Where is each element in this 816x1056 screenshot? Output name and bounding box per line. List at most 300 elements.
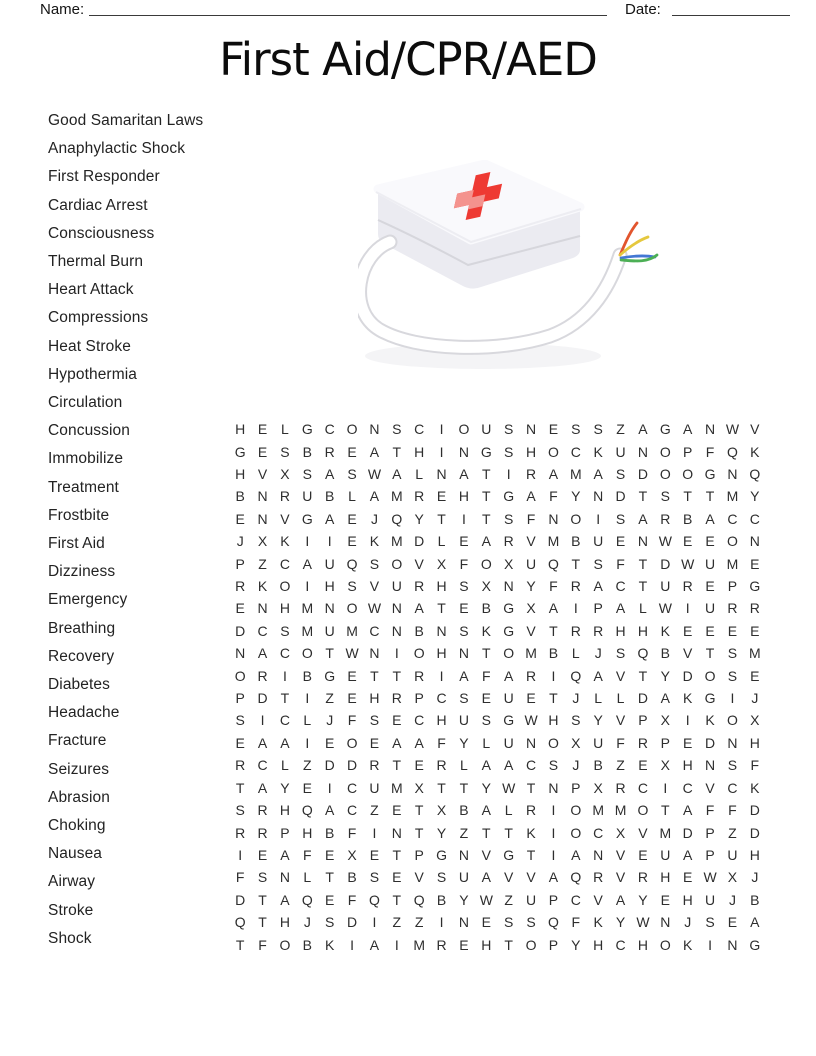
grid-letter: E (481, 914, 491, 931)
grid-letter: T (482, 488, 491, 505)
grid-letter: I (663, 779, 668, 796)
grid-letter: R (369, 757, 380, 774)
grid-letter: A (369, 936, 380, 953)
grid-letter: A (280, 846, 290, 863)
grid-letter: N (324, 600, 335, 617)
grid-letter: Z (728, 824, 737, 841)
word-list-item: Good Samaritan Laws (48, 112, 204, 129)
grid-letter: I (439, 421, 444, 438)
grid-letter: A (369, 443, 380, 460)
grid-letter: T (258, 891, 267, 908)
grid-letter: E (727, 914, 738, 931)
grid-letter: N (391, 824, 402, 841)
grid-letter: D (235, 622, 246, 639)
grid-letter: X (615, 824, 626, 841)
grid-letter: D (257, 690, 268, 707)
grid-letter: P (571, 779, 581, 796)
grid-letter: L (281, 757, 289, 774)
grid-letter: O (659, 443, 671, 460)
grid-letter: O (547, 734, 559, 751)
grid-letter: O (637, 802, 649, 819)
grid-letter: H (302, 824, 313, 841)
grid-letter: M (592, 802, 605, 819)
grid-letter: B (683, 510, 693, 527)
grid-letter: P (705, 824, 715, 841)
grid-letter: U (369, 779, 380, 796)
grid-letter: R (526, 667, 537, 684)
grid-letter: W (524, 712, 538, 729)
grid-letter: T (661, 802, 670, 819)
grid-letter: T (392, 891, 402, 908)
grid-letter: M (346, 622, 358, 639)
grid-letter: X (481, 578, 491, 595)
grid-letter: I (238, 846, 243, 863)
grid-letter: W (502, 779, 516, 796)
grid-letter: T (437, 510, 446, 527)
grid-letter: T (280, 690, 290, 707)
grid-letter: N (526, 734, 537, 751)
grid-letter: T (482, 645, 491, 662)
grid-letter: R (660, 510, 671, 527)
grid-letter: Z (258, 555, 267, 572)
grid-letter: U (458, 712, 469, 729)
word-list-item: Frostbite (48, 506, 110, 524)
grid-letter: C (727, 779, 738, 796)
grid-letter: E (347, 690, 357, 707)
grid-letter: A (548, 869, 559, 886)
grid-letter: D (324, 757, 335, 774)
grid-letter: G (749, 578, 761, 595)
grid-letter: O (503, 645, 515, 662)
grid-letter: Y (280, 779, 290, 796)
grid-letter: V (750, 421, 760, 438)
grid-letter: U (727, 846, 738, 863)
grid-letter: Q (726, 443, 738, 460)
grid-letter: T (370, 667, 379, 684)
grid-letter: A (504, 667, 514, 684)
grid-letter: R (414, 488, 425, 505)
grid-letter: A (638, 421, 648, 438)
grid-letter: A (683, 846, 693, 863)
grid-letter: Y (414, 510, 424, 527)
grid-letter: O (234, 667, 246, 684)
grid-letter: C (414, 712, 425, 729)
grid-letter: F (303, 846, 312, 863)
grid-letter: T (459, 779, 469, 796)
grid-letter: R (593, 869, 604, 886)
grid-letter: E (347, 667, 357, 684)
grid-letter: E (392, 712, 402, 729)
grid-letter: O (346, 600, 358, 617)
grid-letter: L (303, 712, 312, 729)
grid-letter: V (526, 869, 536, 886)
grid-letter: K (683, 936, 693, 953)
grid-letter: X (280, 466, 290, 483)
grid-letter: R (436, 757, 447, 774)
grid-letter: N (391, 600, 402, 617)
grid-letter: D (637, 690, 648, 707)
grid-letter: M (547, 533, 560, 550)
grid-letter: S (504, 421, 514, 438)
grid-letter: V (593, 891, 603, 908)
grid-letter: T (482, 510, 491, 527)
grid-letter: C (414, 421, 425, 438)
grid-letter: P (727, 578, 738, 595)
grid-letter: S (571, 421, 581, 438)
grid-letter: R (414, 667, 425, 684)
grid-letter: E (750, 622, 760, 639)
grid-letter: Q (368, 891, 380, 908)
grid-letter: W (703, 869, 717, 886)
grid-letter: Q (301, 802, 313, 819)
grid-letter: M (390, 779, 403, 796)
grid-letter: A (548, 600, 559, 617)
grid-letter: R (526, 466, 537, 483)
word-list-item: Consciousness (48, 224, 155, 242)
grid-letter: T (504, 936, 513, 953)
grid-letter: F (750, 757, 760, 774)
grid-letter: H (615, 622, 626, 639)
grid-letter: R (526, 802, 537, 819)
grid-letter: P (660, 734, 670, 751)
grid-letter: Q (547, 555, 559, 572)
grid-letter: J (594, 645, 602, 662)
grid-letter: N (503, 578, 514, 595)
grid-letter: S (526, 914, 536, 931)
grid-letter: T (482, 824, 491, 841)
word-list-item: Circulation (48, 394, 123, 412)
grid-letter: A (369, 488, 380, 505)
grid-letter: L (639, 600, 647, 617)
grid-letter: U (481, 421, 492, 438)
grid-letter: M (301, 600, 314, 617)
grid-letter: S (504, 443, 514, 460)
grid-letter: A (325, 802, 335, 819)
grid-letter: E (302, 779, 312, 796)
grid-letter: N (727, 936, 738, 953)
grid-letter: E (660, 891, 670, 908)
grid-letter: E (392, 869, 402, 886)
grid-letter: Q (413, 891, 425, 908)
grid-letter: O (570, 510, 582, 527)
grid-letter: K (660, 622, 670, 639)
grid-letter: I (394, 936, 399, 953)
grid-letter: I (439, 914, 444, 931)
word-list-item: Immobilize (48, 450, 124, 468)
grid-letter: J (572, 690, 580, 707)
grid-letter: A (392, 734, 402, 751)
grid-letter: H (637, 936, 648, 953)
grid-letter: B (325, 488, 335, 505)
grid-letter: G (503, 846, 515, 863)
word-list-item: Thermal Burn (48, 253, 144, 271)
word-list-item: Heat Stroke (48, 337, 131, 355)
grid-letter: A (638, 510, 648, 527)
name-blank-line[interactable] (89, 0, 607, 16)
grid-letter: X (727, 869, 738, 886)
grid-letter: F (347, 891, 357, 908)
grid-letter: A (481, 802, 491, 819)
grid-letter: N (369, 421, 380, 438)
grid-letter: S (504, 510, 514, 527)
word-list-item: Nausea (48, 845, 103, 863)
grid-letter: I (305, 533, 310, 550)
grid-letter: E (257, 846, 268, 863)
grid-letter: R (235, 824, 246, 841)
grid-letter: V (615, 712, 626, 729)
grid-letter: Q (570, 667, 582, 684)
grid-letter: K (593, 443, 603, 460)
grid-letter: A (593, 466, 603, 483)
grid-letter: S (369, 712, 380, 729)
word-search-grid (229, 418, 766, 956)
grid-letter: F (549, 488, 558, 505)
grid-letter: Y (459, 734, 469, 751)
grid-letter: O (279, 936, 291, 953)
grid-letter: O (726, 712, 738, 729)
grid-letter: S (481, 712, 491, 729)
word-list-item: Diabetes (48, 676, 110, 694)
grid-letter: J (684, 914, 692, 931)
grid-letter: K (750, 779, 760, 796)
grid-letter: S (302, 466, 312, 483)
grid-letter: A (414, 734, 424, 751)
grid-letter: T (638, 555, 648, 572)
grid-letter: L (437, 533, 446, 550)
grid-letter: D (235, 891, 246, 908)
grid-letter: U (526, 891, 537, 908)
grid-letter: S (325, 914, 335, 931)
grid-letter: A (593, 578, 603, 595)
grid-letter: T (638, 667, 648, 684)
grid-letter: U (705, 555, 716, 572)
grid-letter: T (392, 443, 402, 460)
grid-letter: M (569, 466, 582, 483)
grid-letter: S (347, 578, 357, 595)
grid-letter: S (235, 712, 245, 729)
grid-letter: F (705, 443, 715, 460)
grid-letter: R (593, 622, 604, 639)
grid-letter: V (504, 869, 514, 886)
grid-letter: N (257, 510, 268, 527)
grid-letter: A (683, 802, 693, 819)
grid-letter: O (279, 578, 291, 595)
grid-letter: X (347, 846, 357, 863)
grid-letter: Q (637, 645, 649, 662)
grid-letter: S (593, 421, 603, 438)
grid-letter: I (551, 802, 556, 819)
grid-letter: W (658, 600, 672, 617)
grid-letter: O (726, 533, 738, 550)
grid-letter: Y (660, 667, 670, 684)
grid-letter: N (235, 645, 246, 662)
grid-letter: R (235, 578, 246, 595)
grid-letter: Y (593, 712, 603, 729)
grid-letter: F (526, 510, 536, 527)
grid-letter: N (548, 510, 559, 527)
grid-letter: K (369, 533, 380, 550)
grid-letter: E (347, 533, 357, 550)
grid-letter: I (551, 846, 556, 863)
grid-letter: U (302, 488, 313, 505)
grid-letter: B (302, 443, 312, 460)
grid-letter: V (683, 645, 693, 662)
grid-letter: X (436, 802, 447, 819)
grid-letter: O (480, 555, 492, 572)
grid-letter: E (705, 533, 715, 550)
grid-letter: E (257, 443, 268, 460)
grid-letter: Q (346, 555, 358, 572)
grid-letter: N (436, 466, 447, 483)
word-list-item: Fracture (48, 732, 107, 750)
grid-letter: H (436, 645, 447, 662)
grid-letter: H (235, 421, 246, 438)
grid-letter: F (258, 936, 267, 953)
grid-letter: Y (526, 578, 536, 595)
grid-letter: O (301, 645, 313, 662)
grid-letter: L (594, 690, 603, 707)
grid-letter: C (324, 421, 335, 438)
grid-letter: R (257, 824, 268, 841)
grid-letter: L (460, 757, 468, 774)
grid-letter: L (281, 421, 289, 438)
grid-letter: S (705, 914, 715, 931)
grid-letter: H (481, 936, 492, 953)
grid-letter: Y (571, 488, 581, 505)
grid-letter: A (593, 667, 603, 684)
grid-letter: T (683, 488, 692, 505)
grid-letter: T (638, 488, 648, 505)
grid-letter: S (615, 645, 626, 662)
grid-letter: R (391, 690, 402, 707)
grid-letter: I (282, 667, 287, 684)
date-blank-line[interactable] (672, 0, 790, 16)
grid-letter: Y (638, 891, 648, 908)
grid-letter: I (708, 936, 712, 953)
grid-letter: U (458, 869, 469, 886)
grid-letter: V (615, 869, 626, 886)
name-label: Name: (40, 1, 85, 18)
grid-letter: R (637, 869, 648, 886)
grid-letter: Z (414, 914, 424, 931)
grid-letter: K (683, 690, 693, 707)
grid-letter: B (235, 488, 245, 505)
grid-letter: I (573, 600, 578, 617)
grid-letter: S (727, 757, 738, 774)
grid-letter: S (504, 914, 514, 931)
grid-letter: V (414, 869, 424, 886)
grid-letter: F (616, 734, 625, 751)
grid-letter: T (705, 645, 715, 662)
grid-letter: A (481, 757, 491, 774)
grid-letter: O (682, 466, 694, 483)
grid-letter: E (683, 869, 693, 886)
grid-letter: G (301, 421, 313, 438)
grid-letter: C (526, 757, 537, 774)
grid-letter: S (369, 869, 380, 886)
grid-letter: E (727, 622, 738, 639)
grid-letter: R (414, 578, 425, 595)
grid-letter: I (350, 936, 354, 953)
word-list-item: Dizziness (48, 563, 116, 581)
grid-letter: H (548, 712, 559, 729)
grid-letter: T (392, 667, 402, 684)
grid-letter: R (637, 734, 648, 751)
grid-letter: E (325, 846, 335, 863)
grid-letter: I (685, 600, 690, 617)
grid-letter: D (749, 824, 760, 841)
grid-letter: K (481, 622, 491, 639)
grid-letter: F (571, 914, 581, 931)
grid-letter: T (437, 600, 446, 617)
grid-letter: H (526, 443, 537, 460)
word-list-item: Recovery (48, 647, 115, 665)
grid-letter: N (391, 622, 402, 639)
grid-letter: T (414, 824, 424, 841)
grid-letter: R (615, 779, 626, 796)
grid-letter: D (347, 914, 358, 931)
grid-letter: Y (459, 891, 469, 908)
grid-letter: I (372, 914, 377, 931)
grid-letter: H (749, 734, 760, 751)
grid-letter: V (615, 667, 626, 684)
grid-letter: K (526, 824, 536, 841)
grid-letter: E (369, 734, 380, 751)
grid-letter: G (436, 846, 447, 863)
grid-letter: V (638, 824, 648, 841)
grid-letter: M (390, 533, 403, 550)
grid-letter: H (458, 488, 469, 505)
grid-letter: I (327, 779, 332, 796)
grid-letter: H (749, 846, 760, 863)
grid-letter: A (481, 533, 491, 550)
grid-letter: E (436, 488, 447, 505)
grid-letter: E (750, 555, 760, 572)
grid-letter: C (682, 779, 693, 796)
grid-letter: X (593, 779, 603, 796)
grid-letter: O (413, 645, 425, 662)
grid-letter: Y (436, 824, 447, 841)
grid-letter: S (459, 622, 469, 639)
grid-letter: X (750, 712, 760, 729)
grid-letter: H (436, 578, 447, 595)
grid-letter: E (750, 667, 760, 684)
grid-letter: H (369, 690, 380, 707)
grid-letter: H (414, 443, 425, 460)
grid-letter: R (682, 578, 693, 595)
grid-letter: T (549, 690, 558, 707)
grid-letter: F (347, 824, 357, 841)
grid-letter: I (260, 712, 265, 729)
grid-letter: A (548, 466, 559, 483)
grid-letter: U (660, 846, 671, 863)
word-list-item: Compressions (48, 309, 149, 327)
grid-letter: A (615, 891, 626, 908)
word-list (48, 107, 203, 953)
grid-letter: F (459, 555, 469, 572)
word-list-item: First Aid (48, 535, 105, 553)
grid-letter: X (571, 734, 581, 751)
grid-letter: N (369, 645, 380, 662)
word-list-item: Seizures (48, 760, 110, 778)
grid-letter: S (727, 667, 738, 684)
grid-letter: W (636, 914, 650, 931)
grid-letter: P (593, 600, 603, 617)
grid-letter: I (327, 533, 332, 550)
grid-letter: Q (547, 914, 559, 931)
grid-letter: A (705, 510, 715, 527)
grid-letter: C (257, 757, 268, 774)
